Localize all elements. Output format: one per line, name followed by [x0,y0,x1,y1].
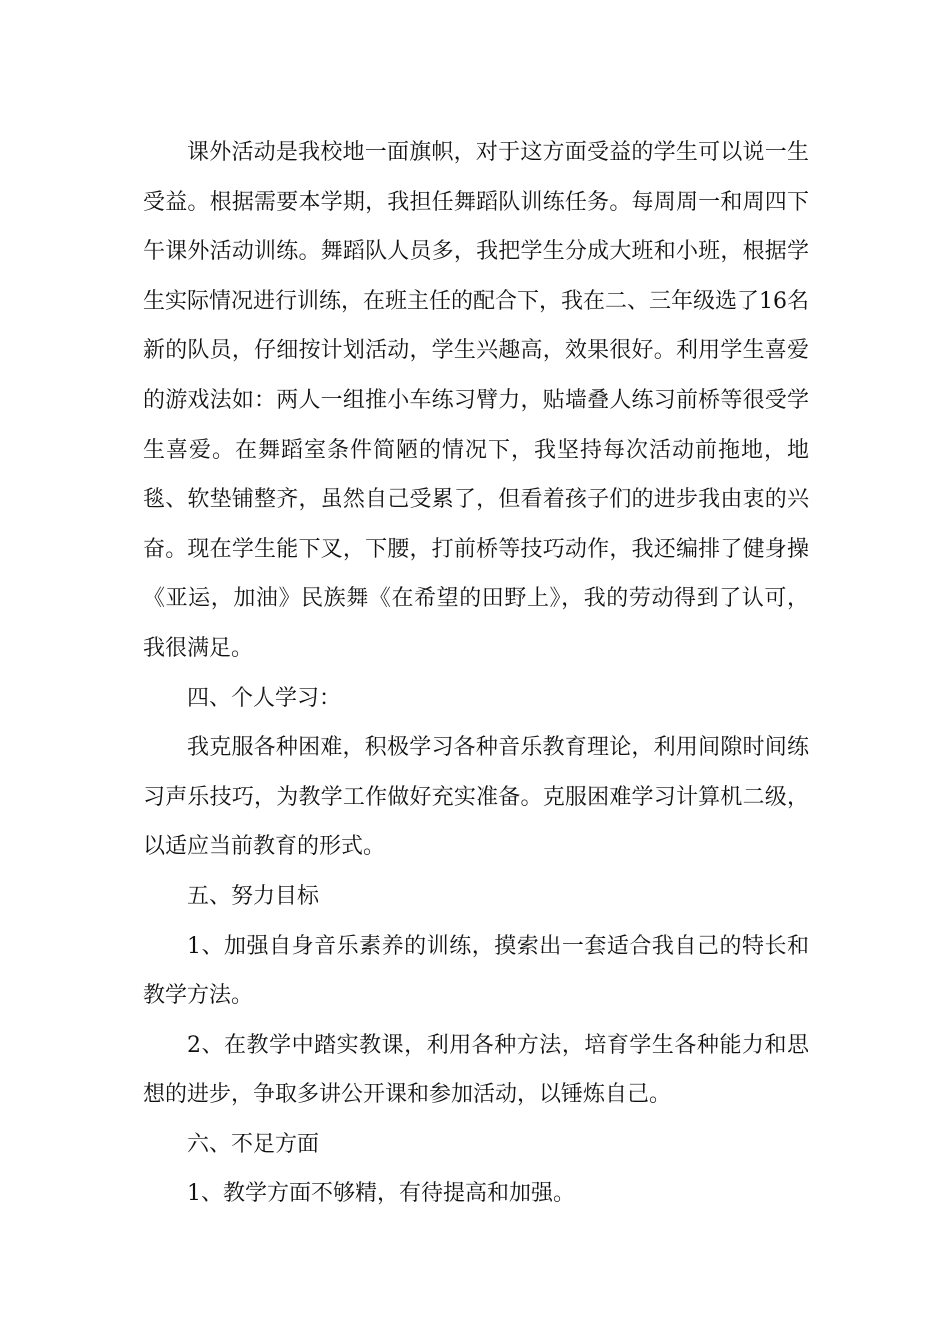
paragraph-personal-study: 我克服各种困难，积极学习各种音乐教育理论，利用间隙时间练习声乐技巧，为教学工作做好充实准备。克服困难学习计算机二级，以适应当前教育的形式。 [143,735,809,860]
heading-shortcomings: 六、不足方面 [187,1131,320,1157]
paragraph-extracurricular: 课外活动是我校地一面旗帜，对于这方面受益的学生可以说一生受益。根据需要本学期，我担任舞蹈队训练任务。每周周一和周四下午课外活动训练。舞蹈队人员多，我把学生分成大班和小班，根据学生实际情况进行训练，在班主任的配合下，我在二、三年级选了16名新的队员，仔细按计划活动，学生兴趣高，效果很好。利用学生喜爱的游戏法如：两人一组推小车练习臂力，贴墙叠人练习前桥等很受学生喜爱。在舞蹈室条件简陋的情况下，我坚持每次活动前拖地，地毯、软垫铺整齐，虽然自己受累了，但看着孩子们的进步我由衷的兴奋。现在学生能下叉，下腰，打前桥等技巧动作，我还编排了健身操《亚运，加油》民族舞《在希望的田野上》，我的劳动得到了认可，我很满足。 [143,140,809,661]
heading-goals: 五、努力目标 [187,883,320,909]
paragraph-goal-2: 2、在教学中踏实教课，利用各种方法，培育学生各种能力和思想的进步，争取多讲公开课和参加活动，以锤炼自己。 [143,1032,809,1108]
heading-personal-study: 四、个人学习： [187,685,342,711]
document-body [143,128,809,1219]
paragraph-goal-1: 1、加强自身音乐素养的训练，摸索出一套适合我自己的特长和教学方法。 [143,933,809,1009]
paragraph-shortcoming-1: 1、教学方面不够精，有待提高和加强。 [187,1181,575,1207]
